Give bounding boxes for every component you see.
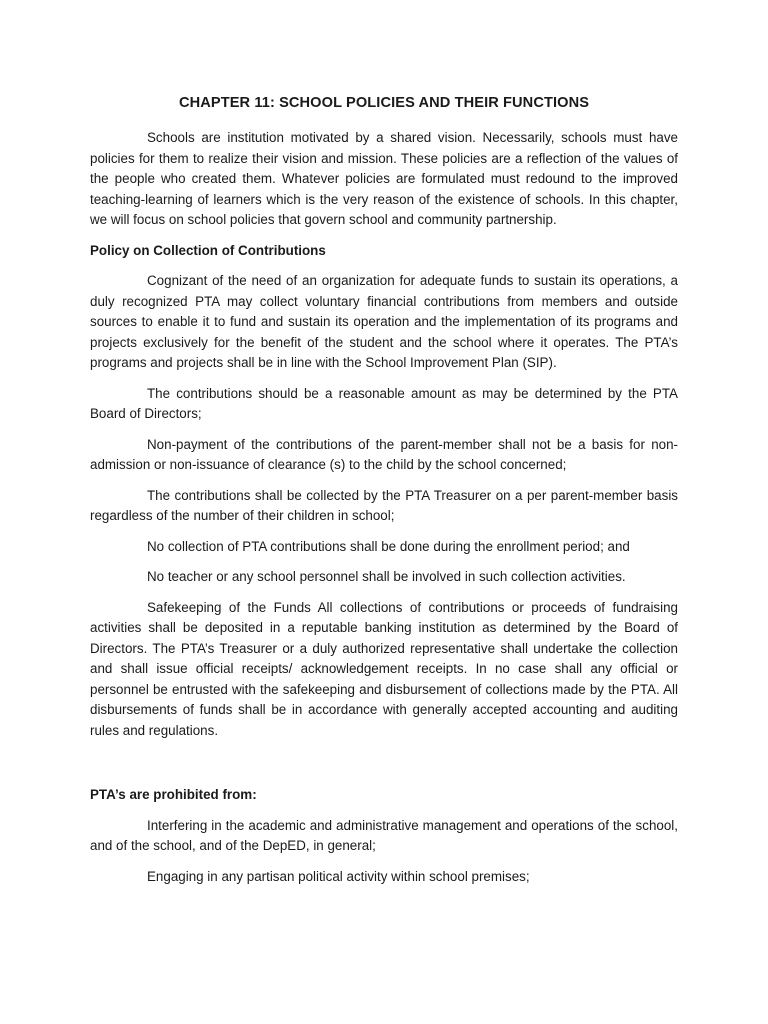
paragraph: The contributions shall be collected by the PTA Treasurer on a per parent-member basis regardless of the number of their children in school; [90,487,678,523]
paragraph: Engaging in any partisan political activity within school premises; [147,868,530,884]
section-heading-contributions: Policy on Collection of Contributions [90,242,326,258]
spacer [90,751,678,785]
section-heading-prohibited: PTA’s are prohibited from: [90,787,257,802]
paragraph: No teacher or any school personnel shall be involved in such collection activities. [147,569,626,584]
page-title: CHAPTER 11: SCHOOL POLICIES AND THEIR FUNCTIONS [178,95,590,111]
paragraph: Cognizant of the need of an organization for adequate funds to sustain its operations, a duly recognized PTA may collect voluntary financial contributions from members and outside sources to enable it to fund and sustain its operation and the implementation of its programs and projects exclusively for the benefit of the student and the school where it operates. The PTA’s programs and projects shall be in line with the School Improvement Plan (SIP). [90,273,678,370]
document-page [90,92,678,897]
paragraph: The contributions should be a reasonable amount as may be determined by the PTA Board of Directors; [90,385,678,421]
paragraph: Safekeeping of the Funds All collections of contributions or proceeds of fundraising activities shall be deposited in a reputable banking institution as determined by the Board of Directors. The PTA’s Treasurer or a duly authorized representative shall undertake the collection and shall issue official receipts/ acknowledgement receipts. In no case shall any official or personnel be entrusted with the safekeeping and disbursement of collections made by the PTA. All disbursements of funds shall be in accordance with generally accepted accounting and auditing rules and regulations. [90,599,678,738]
paragraph: Interfering in the academic and administrative management and operations of the school, and of the school, and of the DepED, in general; [90,817,678,853]
paragraph: No collection of PTA contributions shall be done during the enrollment period; and [147,538,630,554]
intro-paragraph: Schools are institution motivated by a shared vision. Necessarily, schools must have policies for them to realize their vision and mission. These policies are a reflection of the values of the people who created them. Whatever policies are formulated must redound to the improved teaching-learning of learners which is the very reason of the existence of schools. In this chapter, we will focus on school policies that govern school and community partnership. [90,130,678,227]
paragraph: Non-payment of the contributions of the parent-member shall not be a basis for non-admission or non-issuance of clearance (s) to the child by the school concerned; [90,436,678,472]
